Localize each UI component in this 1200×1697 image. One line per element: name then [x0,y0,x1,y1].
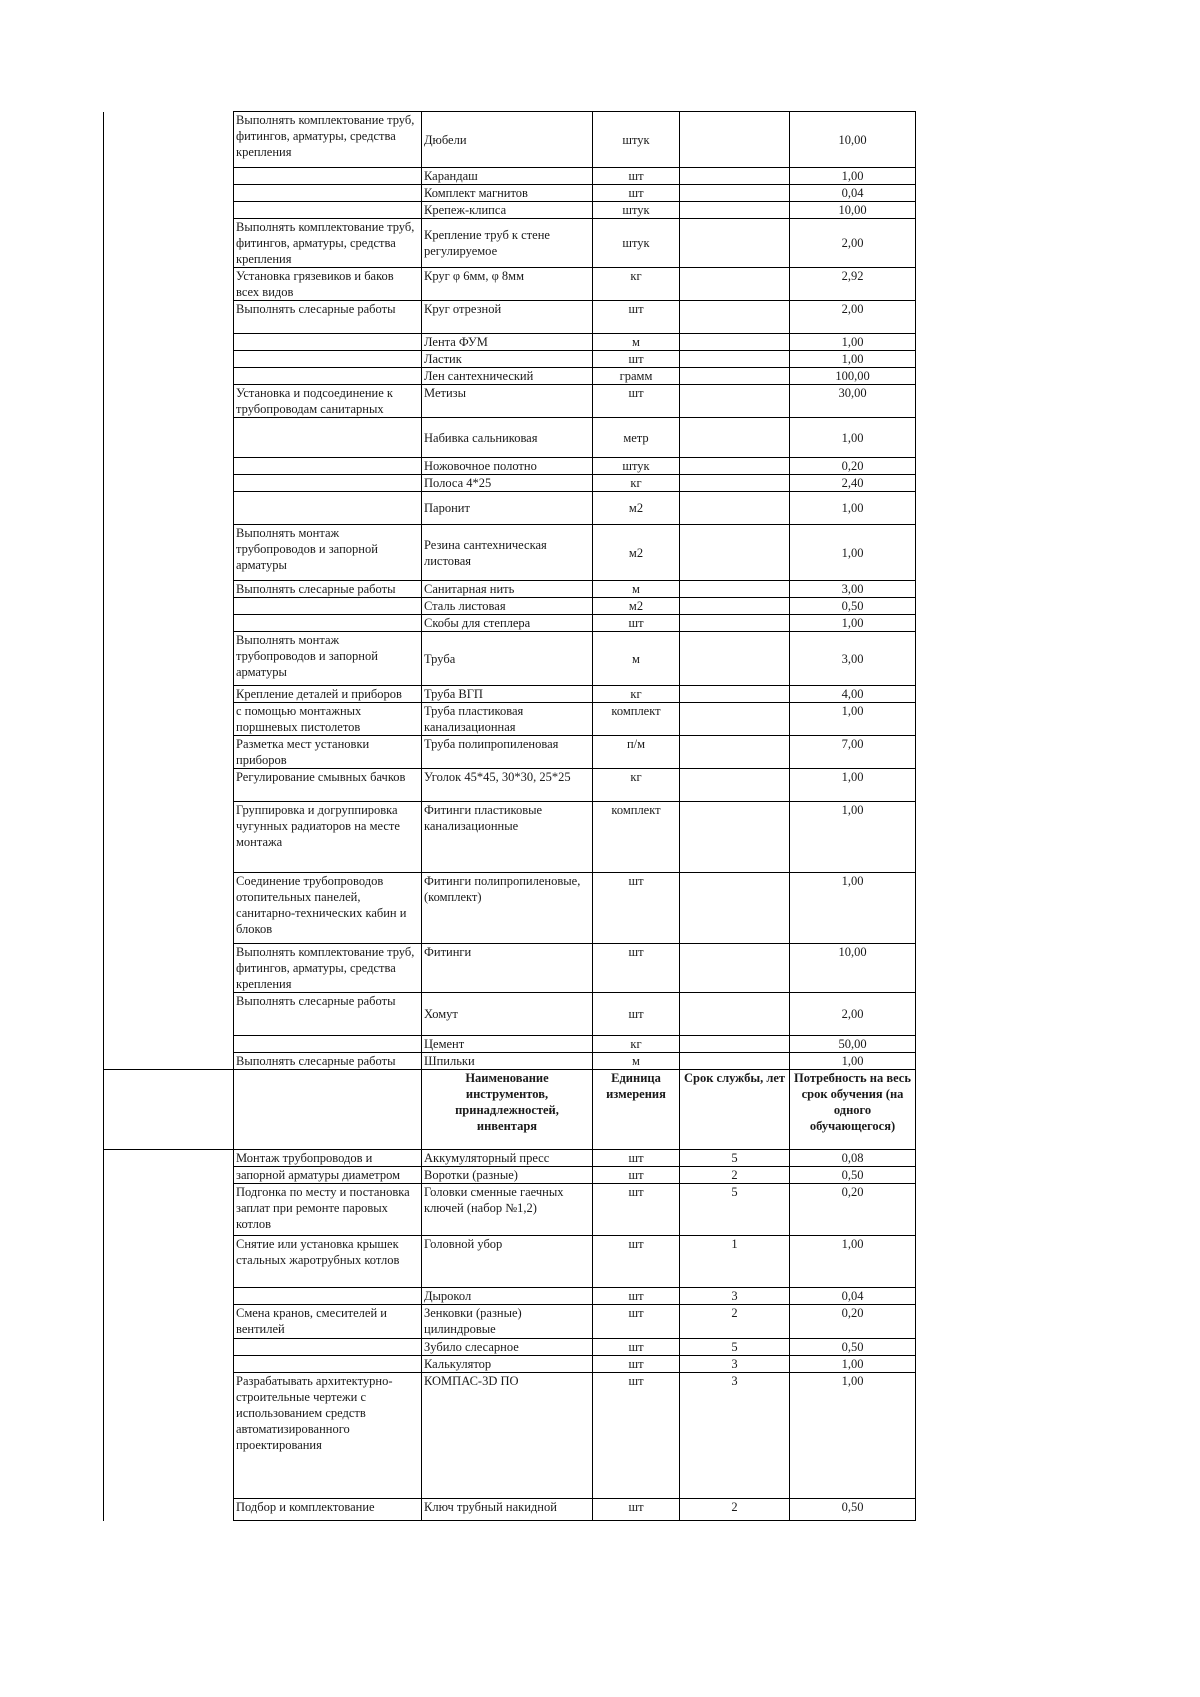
table-row [104,802,916,873]
cell-life [680,385,790,418]
table-row [104,418,916,458]
blank-lead-cell [104,686,234,703]
blank-lead-cell [104,703,234,736]
cell-unit: м2 [593,598,680,615]
cell-work [234,368,422,385]
blank-lead-cell [104,1236,234,1288]
table-row [104,1356,916,1373]
cell-work [234,418,422,458]
cell-life [680,301,790,334]
blank-lead-cell [104,598,234,615]
table-row [104,351,916,368]
cell-need: 0,50 [790,1167,916,1184]
cell-name: Крепеж-клипса [422,202,593,219]
cell-work: Выполнять комплектование труб, фитингов, арматуры, средства крепления [234,219,422,268]
blank-lead-cell [104,185,234,202]
cell-work: Выполнять слесарные работы [234,301,422,334]
cell-need: 3,00 [790,632,916,686]
cell-work: Монтаж трубопроводов и [234,1150,422,1167]
cell-work: запорной арматуры диаметром [234,1167,422,1184]
cell-life [680,703,790,736]
cell-name: Метизы [422,385,593,418]
cell-need: 1,00 [790,802,916,873]
cell-name: Санитарная нить [422,581,593,598]
cell-unit: кг [593,1036,680,1053]
cell-unit: м2 [593,525,680,581]
cell-work [234,598,422,615]
table-row [104,1339,916,1356]
cell-work [234,615,422,632]
cell-life [680,112,790,168]
cell-life: 2 [680,1499,790,1521]
table-row [104,168,916,185]
cell-work [234,1356,422,1373]
blank-lead-cell [104,615,234,632]
cell-unit: штук [593,202,680,219]
cell-unit: кг [593,686,680,703]
cell-life [680,475,790,492]
cell-unit: шт [593,993,680,1036]
cell-name: КОМПАС-3D ПО [422,1373,593,1499]
cell-unit: метр [593,418,680,458]
cell-life [680,168,790,185]
cell-life [680,458,790,475]
cell-name: Зенковки (разные) цилиндровые [422,1305,593,1339]
cell-need: 1,00 [790,418,916,458]
cell-unit: кг [593,769,680,802]
blank-lead-cell [104,112,234,168]
header-unit: Единица измерения [593,1070,680,1150]
cell-life: 2 [680,1305,790,1339]
cell-work [234,475,422,492]
header-name: Наименование инструментов, принадлежностей, инвентаря [422,1070,593,1150]
cell-need: 1,00 [790,873,916,944]
blank-lead-cell [104,1356,234,1373]
header-need: Потребность на весь срок обучения (на одного обучающегося) [790,1070,916,1150]
cell-name: Крепление труб к стене регулируемое [422,219,593,268]
blank-lead-cell [104,475,234,492]
cell-life [680,598,790,615]
cell-unit: шт [593,1339,680,1356]
cell-name: Дюбели [422,112,593,168]
table-row [104,492,916,525]
cell-need: 0,08 [790,1150,916,1167]
cell-unit: м [593,632,680,686]
blank-lead-cell [104,1184,234,1236]
cell-need: 0,50 [790,598,916,615]
table-row [104,598,916,615]
cell-unit: грамм [593,368,680,385]
blank-lead-cell [104,993,234,1036]
blank-lead-cell [104,385,234,418]
cell-unit: п/м [593,736,680,769]
cell-unit: комплект [593,802,680,873]
cell-work: Выполнять слесарные работы [234,1053,422,1070]
cell-need: 0,20 [790,458,916,475]
cell-unit: шт [593,168,680,185]
table-row [104,368,916,385]
blank-lead-cell [104,368,234,385]
cell-need: 2,00 [790,993,916,1036]
cell-work: Установка и подсоединение к трубопроводам санитарных [234,385,422,418]
table-row [104,1036,916,1053]
cell-life [680,1036,790,1053]
cell-unit: шт [593,873,680,944]
cell-work [234,168,422,185]
cell-work: Установка грязевиков и баков всех видов [234,268,422,301]
table-row [104,268,916,301]
cell-life [680,185,790,202]
cell-life [680,418,790,458]
cell-need: 1,00 [790,1053,916,1070]
cell-name: Ключ трубный накидной [422,1499,593,1521]
table-row [104,185,916,202]
cell-name: Воротки (разные) [422,1167,593,1184]
cell-need: 2,00 [790,219,916,268]
cell-life: 5 [680,1339,790,1356]
table-row [104,525,916,581]
cell-need: 4,00 [790,686,916,703]
cell-work: Подгонка по месту и постановка заплат при ремонте паровых котлов [234,1184,422,1236]
cell-unit: шт [593,351,680,368]
cell-name: Хомут [422,993,593,1036]
blank-lead-cell [104,1150,234,1167]
cell-need: 1,00 [790,1373,916,1499]
table-row [104,944,916,993]
tools-header-row [104,1070,916,1150]
cell-work: Смена кранов, смесителей и вентилей [234,1305,422,1339]
cell-name: Труба пластиковая канализационная [422,703,593,736]
cell-need: 1,00 [790,769,916,802]
cell-name: Фитинги полипропиленовые, (комплект) [422,873,593,944]
cell-work: Снятие или установка крышек стальных жаротрубных котлов [234,1236,422,1288]
cell-life: 1 [680,1236,790,1288]
cell-need: 1,00 [790,1236,916,1288]
cell-unit: м [593,581,680,598]
cell-need: 0,20 [790,1184,916,1236]
cell-need: 2,40 [790,475,916,492]
cell-unit: шт [593,1167,680,1184]
blank-lead-cell [104,168,234,185]
equipment-table [103,111,916,1521]
table-row [104,219,916,268]
blank-lead-cell [104,802,234,873]
header-life: Срок службы, лет [680,1070,790,1150]
cell-name: Труба ВГП [422,686,593,703]
table-row [104,615,916,632]
cell-name: Ножовочное полотно [422,458,593,475]
cell-unit: шт [593,1236,680,1288]
blank-lead-cell [104,525,234,581]
cell-unit: шт [593,1373,680,1499]
table-row [104,202,916,219]
cell-name: Зубило слесарное [422,1339,593,1356]
cell-work [234,1036,422,1053]
cell-name: Лен сантехнический [422,368,593,385]
cell-unit: шт [593,301,680,334]
cell-unit: м [593,1053,680,1070]
cell-work: с помощью монтажных поршневых пистолетов [234,703,422,736]
cell-name: Труба [422,632,593,686]
cell-name: Шпильки [422,1053,593,1070]
cell-name: Калькулятор [422,1356,593,1373]
cell-need: 30,00 [790,385,916,418]
table-row [104,873,916,944]
cell-work: Разрабатывать архитектурно-строительные чертежи с использованием средств автоматизированного проектирования [234,1373,422,1499]
cell-unit: штук [593,112,680,168]
cell-unit: шт [593,385,680,418]
table-row [104,1288,916,1305]
cell-name: Резина сантехническая листовая [422,525,593,581]
cell-name: Фитинги пластиковые канализационные [422,802,593,873]
cell-need: 10,00 [790,112,916,168]
materials-section [104,112,916,1070]
table-row [104,1150,916,1167]
cell-life [680,581,790,598]
blank-lead-cell [104,1053,234,1070]
cell-work: Выполнять слесарные работы [234,581,422,598]
blank-lead-cell [104,944,234,993]
table-row [104,112,916,168]
cell-life [680,268,790,301]
cell-unit: шт [593,185,680,202]
table-row [104,736,916,769]
cell-life [680,219,790,268]
cell-name: Цемент [422,1036,593,1053]
document-sheet [103,111,916,1521]
table-row [104,1053,916,1070]
cell-unit: шт [593,1305,680,1339]
cell-life [680,1053,790,1070]
table-row [104,301,916,334]
table-row [104,1167,916,1184]
cell-life: 2 [680,1167,790,1184]
cell-need: 1,00 [790,525,916,581]
cell-unit: шт [593,944,680,993]
blank-lead-cell [104,1305,234,1339]
table-row [104,1305,916,1339]
cell-name: Круг φ 6мм, φ 8мм [422,268,593,301]
cell-need: 1,00 [790,703,916,736]
cell-name: Головки сменные гаечных ключей (набор №1,2) [422,1184,593,1236]
cell-life [680,202,790,219]
cell-need: 10,00 [790,202,916,219]
cell-need: 1,00 [790,492,916,525]
cell-work [234,185,422,202]
cell-need: 0,20 [790,1305,916,1339]
cell-need: 1,00 [790,168,916,185]
blank-lead-cell [104,418,234,458]
cell-work [234,351,422,368]
blank-lead-cell [104,458,234,475]
blank-lead-cell [104,334,234,351]
cell-need: 0,50 [790,1339,916,1356]
cell-work [234,334,422,351]
cell-work [234,458,422,475]
table-row [104,458,916,475]
cell-life [680,993,790,1036]
cell-life [680,873,790,944]
cell-name: Комплект магнитов [422,185,593,202]
cell-name: Карандаш [422,168,593,185]
table-row [104,581,916,598]
cell-life [680,802,790,873]
cell-name: Набивка сальниковая [422,418,593,458]
cell-need: 0,04 [790,185,916,202]
table-row [104,1373,916,1499]
blank-lead-cell [104,202,234,219]
cell-need: 100,00 [790,368,916,385]
cell-need: 2,92 [790,268,916,301]
blank-lead-cell [104,769,234,802]
blank-lead-cell [104,492,234,525]
blank-lead-cell [104,736,234,769]
blank-lead-cell [104,1499,234,1521]
cell-unit: м2 [593,492,680,525]
table-row [104,632,916,686]
tools-header-section [104,1070,916,1150]
table-row [104,1184,916,1236]
cell-need: 7,00 [790,736,916,769]
cell-life [680,615,790,632]
cell-work: Подбор и комплектование [234,1499,422,1521]
table-row [104,1236,916,1288]
header-blank-cell [104,1070,234,1150]
cell-unit: кг [593,268,680,301]
cell-unit: комплект [593,703,680,736]
cell-name: Сталь листовая [422,598,593,615]
cell-life [680,334,790,351]
cell-work: Выполнять комплектование труб, фитингов, арматуры, средства крепления [234,112,422,168]
cell-name: Круг отрезной [422,301,593,334]
cell-work [234,1339,422,1356]
cell-name: Труба полипропиленовая [422,736,593,769]
cell-work: Выполнять монтаж трубопроводов и запорной арматуры [234,632,422,686]
cell-name: Полоса 4*25 [422,475,593,492]
table-row [104,385,916,418]
cell-unit: шт [593,1184,680,1236]
blank-lead-cell [104,1339,234,1356]
blank-lead-cell [104,581,234,598]
cell-life [680,736,790,769]
cell-name: Уголок 45*45, 30*30, 25*25 [422,769,593,802]
blank-lead-cell [104,301,234,334]
cell-work: Выполнять монтаж трубопроводов и запорной арматуры [234,525,422,581]
blank-lead-cell [104,1167,234,1184]
cell-unit: шт [593,615,680,632]
header-blank-work [234,1070,422,1150]
cell-need: 1,00 [790,351,916,368]
cell-need: 3,00 [790,581,916,598]
cell-need: 10,00 [790,944,916,993]
cell-life: 5 [680,1184,790,1236]
table-row [104,475,916,492]
cell-need: 0,04 [790,1288,916,1305]
cell-unit: шт [593,1150,680,1167]
cell-work [234,202,422,219]
cell-life [680,944,790,993]
cell-work: Разметка мест установки приборов [234,736,422,769]
cell-work: Группировка и догруппировка чугунных радиаторов на месте монтажа [234,802,422,873]
cell-name: Головной убор [422,1236,593,1288]
cell-unit: м [593,334,680,351]
cell-need: 0,50 [790,1499,916,1521]
blank-lead-cell [104,219,234,268]
cell-work [234,492,422,525]
cell-life: 3 [680,1373,790,1499]
cell-need: 1,00 [790,615,916,632]
cell-life [680,686,790,703]
cell-work: Крепление деталей и приборов [234,686,422,703]
table-row [104,993,916,1036]
blank-lead-cell [104,1373,234,1499]
cell-work: Соединение трубопроводов отопительных панелей, санитарно-технических кабин и блоков [234,873,422,944]
blank-lead-cell [104,873,234,944]
cell-need: 2,00 [790,301,916,334]
blank-lead-cell [104,351,234,368]
cell-unit: шт [593,1356,680,1373]
cell-work: Регулирование смывных бачков [234,769,422,802]
table-row [104,334,916,351]
table-row [104,769,916,802]
cell-name: Ластик [422,351,593,368]
cell-need: 50,00 [790,1036,916,1053]
table-row [104,686,916,703]
blank-lead-cell [104,632,234,686]
cell-unit: кг [593,475,680,492]
cell-need: 1,00 [790,1356,916,1373]
table-row [104,703,916,736]
cell-work: Выполнять слесарные работы [234,993,422,1036]
cell-life [680,632,790,686]
cell-name: Фитинги [422,944,593,993]
cell-name: Лента ФУМ [422,334,593,351]
blank-lead-cell [104,268,234,301]
cell-life: 3 [680,1288,790,1305]
blank-lead-cell [104,1288,234,1305]
cell-unit: шт [593,1499,680,1521]
table-row [104,1499,916,1521]
cell-life [680,492,790,525]
cell-unit: штук [593,458,680,475]
cell-need: 1,00 [790,334,916,351]
cell-life [680,351,790,368]
cell-life [680,769,790,802]
cell-unit: шт [593,1288,680,1305]
cell-life: 3 [680,1356,790,1373]
tools-section [104,1150,916,1521]
cell-name: Скобы для степлера [422,615,593,632]
cell-work [234,1288,422,1305]
cell-life [680,368,790,385]
cell-life: 5 [680,1150,790,1167]
cell-work: Выполнять комплектование труб, фитингов, арматуры, средства крепления [234,944,422,993]
cell-unit: штук [593,219,680,268]
cell-name: Аккумуляторный пресс [422,1150,593,1167]
blank-lead-cell [104,1036,234,1053]
cell-life [680,525,790,581]
cell-name: Дырокол [422,1288,593,1305]
cell-name: Паронит [422,492,593,525]
